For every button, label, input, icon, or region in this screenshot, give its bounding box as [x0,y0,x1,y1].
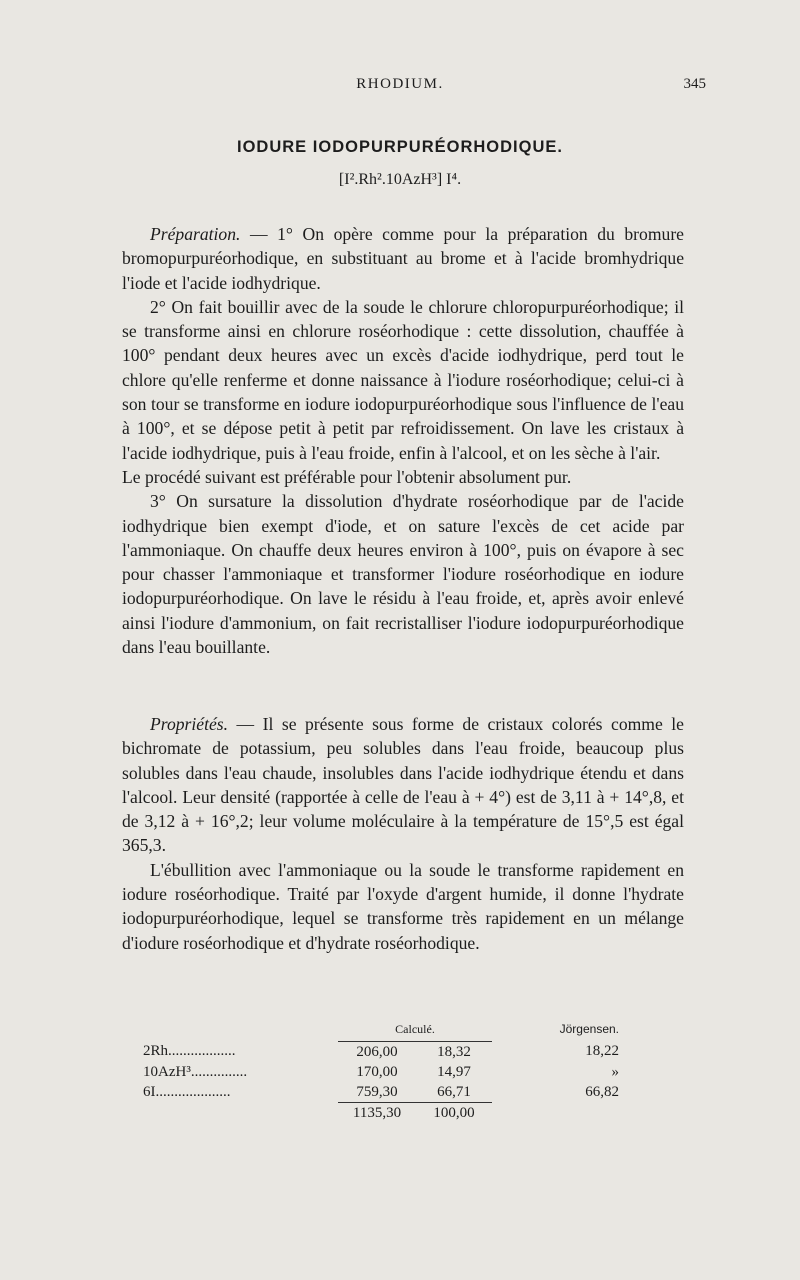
total-row [138,1103,624,1124]
row-label: 6I.................... [143,1083,231,1100]
pct-total: 100,00 [416,1103,492,1124]
page-header [0,76,800,100]
properties-section [122,712,684,955]
row-label: 10AzH³............... [143,1063,248,1080]
pct-value: 14,97 [437,1063,471,1080]
properties-heading: Propriétés. [150,714,229,734]
page-number: 345 [683,76,706,92]
running-head: RHODIUM. [356,76,444,92]
chemical-formula: [I².Rh².10AzH³] I⁴. [338,171,462,188]
properties-text-1: — Il se présente sous forme de cristaux colorés comme le bichromate de potassium, peu solubles dans l'eau froide, beaucoup plus solubles dans l'eau chaude, insolubles dans l'acide iodhydrique étendu et dans l'alcool. Leur densité (rapportée à celle de l'eau à + 4°) est de 3,11 à + 14°,8, et de 3,12 à + 16°,2; leur volume moléculaire à la température de 15°,5 est égal 365,3. [122,714,684,856]
analysis-header-row [138,1017,624,1042]
table-row [138,1042,624,1063]
calc-total: 1135,30 [338,1103,416,1124]
calc-value: 206,00 [356,1043,398,1060]
analysis-table [138,1017,624,1123]
section-title: IODURE IODOPURPURÉORHODIQUE. [237,138,563,156]
calc-value: 170,00 [356,1063,398,1080]
properties-paragraph-1 [122,712,684,858]
preparation-heading: Préparation. [150,224,241,244]
preparation-method-1: — 1° On opère comme pour la préparation du bromure bromopurpuréorhodique, en substituant au brome et à l'acide bromhydrique l'iode et l'acide iodhydrique. [122,224,684,293]
preparation-section [122,222,684,659]
jorgensen-value: » [611,1063,619,1080]
row-label: 2Rh.................. [143,1043,236,1060]
table-row [138,1062,624,1082]
properties-paragraph-2: L'ébullition avec l'ammoniaque ou la soude le transforme rapidement en iodure roséorhodique. Traité par l'oxyde d'argent humide, il donne l'hydrate iodopurpuréorhodique, lequel se transforme très rapidement en un mélange d'iodure roséorhodique et d'hydrate roséorhodique. [122,859,684,953]
jorgensen-value: 66,82 [585,1083,619,1100]
jorgensen-header: Jörgensen. [559,1022,619,1037]
preparation-paragraph-4: 3° On sursature la dissolution d'hydrate roséorhodique par de l'acide iodhydrique bien exempt d'iode, et on sature l'excès de cet acide par l'ammoniaque. On chauffe deux heures environ à 100°, puis on évapore à sec pour chasser l'ammoniaque et transformer l'iodure roséorhodique en iodure iodopurpuréorhodique. On lave le résidu à l'eau froide, et, après avoir enlevé ainsi l'iodure d'ammonium, on fait recristalliser l'iodure iodopurpuréorhodique dans l'eau bouillante. [122,491,684,658]
calcule-header: Calculé. [338,1017,492,1042]
pct-value: 18,32 [437,1043,471,1060]
preparation-paragraph-2: 2° On fait bouillir avec de la soude le chlorure chloropurpuréorhodique; il se transforme ainsi en chlorure roséorhodique : cette dissolution, chauffée à 100° pendant deux heures avec un excès d'acide iodhydrique, perd tout le chlore qu'elle renferme et donne naissance à l'iodure roséorhodique; celui-ci à son tour se transforme en iodure iodopurpuréorhodique sous l'influence de l'eau à 100°, et se dépose petit à petit par refroidissement. On lave les cristaux à l'acide iodhydrique, puis à l'eau froide, enfin à l'alcool, et on les sèche à l'air. [122,296,684,463]
preparation-paragraph-3: Le procédé suivant est préférable pour l'obtenir absolument pur. [122,466,572,487]
preparation-paragraph-1 [122,222,684,295]
jorgensen-value: 18,22 [585,1043,619,1060]
pct-value: 66,71 [437,1083,471,1100]
calc-value: 759,30 [356,1083,398,1100]
table-row [138,1082,624,1103]
